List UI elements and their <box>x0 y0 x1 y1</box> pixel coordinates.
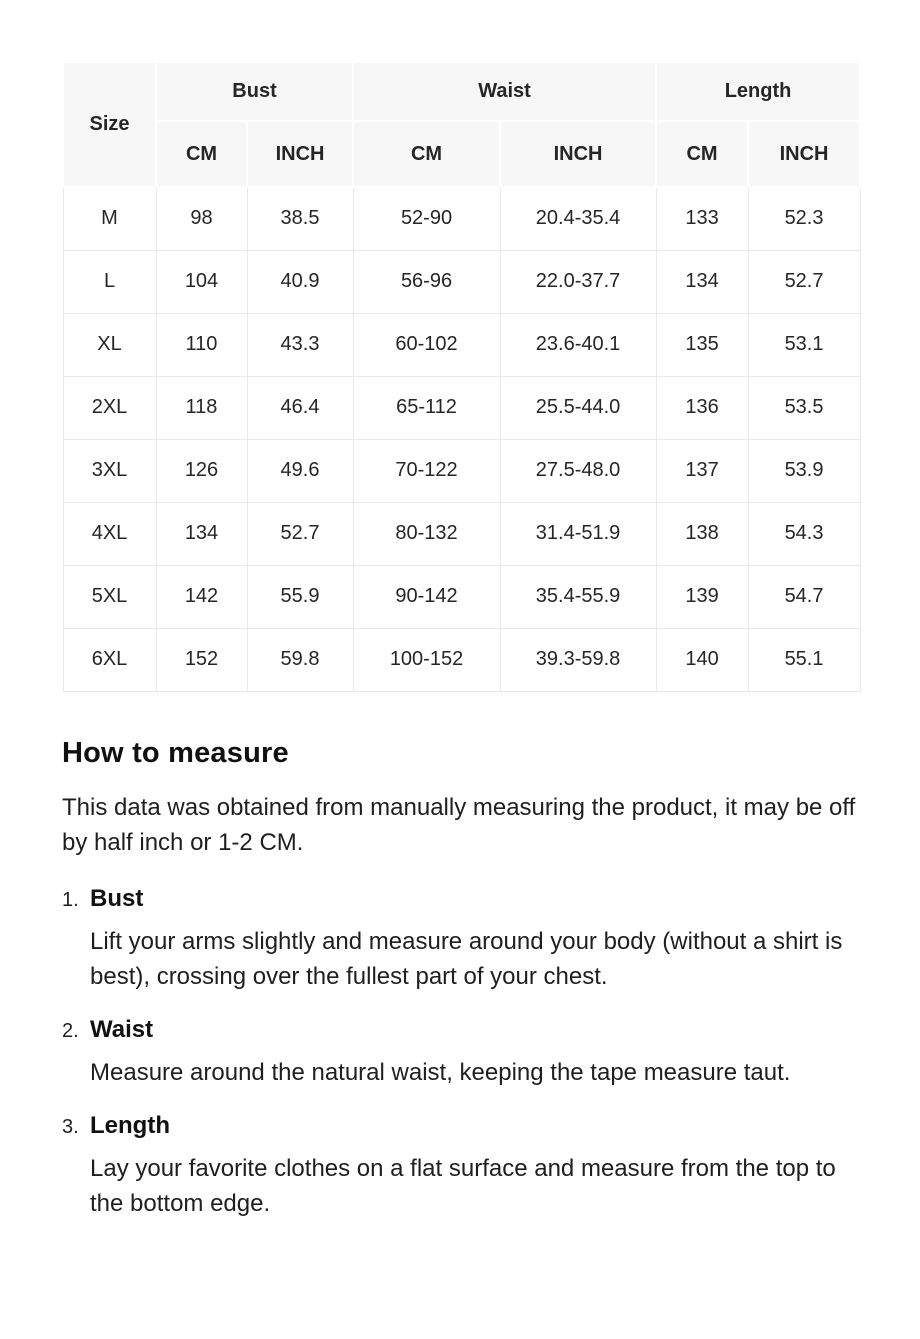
bust-inch-cell: 55.9 <box>247 565 353 628</box>
length-cm-cell: 140 <box>656 628 748 691</box>
waist-inch-cell: 20.4-35.4 <box>500 187 656 250</box>
bust-cm-cell: 126 <box>156 439 247 502</box>
table-row <box>63 376 860 439</box>
waist-inch-cell: 39.3-59.8 <box>500 628 656 691</box>
length-inch-cell: 55.1 <box>748 628 860 691</box>
bust-cm-cell: 152 <box>156 628 247 691</box>
bust-inch-cell: 38.5 <box>247 187 353 250</box>
table-row <box>63 439 860 502</box>
waist-cm-cell: 80-132 <box>353 502 500 565</box>
unit-header-bust-inch: INCH <box>247 121 353 187</box>
waist-cm-cell: 65-112 <box>353 376 500 439</box>
step-description: Lift your arms slightly and measure around your body (without a shirt is best), crossing over the fullest part of your chest. <box>90 927 843 990</box>
bust-cm-cell: 98 <box>156 187 247 250</box>
length-inch-cell: 52.7 <box>748 250 860 313</box>
length-inch-cell: 54.7 <box>748 565 860 628</box>
table-header-unit-row <box>63 121 860 187</box>
waist-inch-cell: 31.4-51.9 <box>500 502 656 565</box>
length-cm-cell: 134 <box>656 250 748 313</box>
waist-cm-cell: 56-96 <box>353 250 500 313</box>
size-cell: M <box>63 187 156 250</box>
table-row <box>63 502 860 565</box>
column-header-length: Length <box>656 62 860 121</box>
table-header-group-row <box>63 62 860 121</box>
size-cell: 2XL <box>63 376 156 439</box>
length-cm-cell: 139 <box>656 565 748 628</box>
step-term-length: Length <box>90 1111 170 1139</box>
unit-header-waist-cm: CM <box>353 121 500 187</box>
bust-inch-cell: 49.6 <box>247 439 353 502</box>
unit-header-bust-cm: CM <box>156 121 247 187</box>
bust-cm-cell: 142 <box>156 565 247 628</box>
column-header-bust: Bust <box>156 62 353 121</box>
bust-inch-cell: 43.3 <box>247 313 353 376</box>
length-cm-cell: 136 <box>656 376 748 439</box>
waist-cm-cell: 100-152 <box>353 628 500 691</box>
table-row <box>63 565 860 628</box>
size-cell: 5XL <box>63 565 156 628</box>
step-description: Lay your favorite clothes on a flat surface and measure from the top to the bottom edge. <box>90 1154 836 1217</box>
step-term-waist: Waist <box>90 1015 154 1043</box>
size-cell: 3XL <box>63 439 156 502</box>
measure-steps-list <box>62 885 862 1221</box>
length-inch-cell: 53.1 <box>748 313 860 376</box>
step-number: 1. <box>62 888 79 911</box>
length-inch-cell: 54.3 <box>748 502 860 565</box>
step-description: Measure around the natural waist, keeping the tape measure taut. <box>90 1058 791 1086</box>
bust-inch-cell: 59.8 <box>247 628 353 691</box>
waist-inch-cell: 25.5-44.0 <box>500 376 656 439</box>
waist-cm-cell: 60-102 <box>353 313 500 376</box>
size-cell: 4XL <box>63 502 156 565</box>
column-header-waist: Waist <box>353 62 656 121</box>
waist-inch-cell: 27.5-48.0 <box>500 439 656 502</box>
table-row <box>63 313 860 376</box>
size-cell: 6XL <box>63 628 156 691</box>
length-cm-cell: 138 <box>656 502 748 565</box>
length-cm-cell: 135 <box>656 313 748 376</box>
waist-inch-cell: 23.6-40.1 <box>500 313 656 376</box>
table-row <box>63 250 860 313</box>
unit-header-length-inch: INCH <box>748 121 860 187</box>
table-row <box>63 628 860 691</box>
waist-inch-cell: 22.0-37.7 <box>500 250 656 313</box>
waist-cm-cell: 90-142 <box>353 565 500 628</box>
length-inch-cell: 53.5 <box>748 376 860 439</box>
how-to-measure-title: How to measure <box>62 736 289 769</box>
table-row <box>63 187 860 250</box>
bust-inch-cell: 40.9 <box>247 250 353 313</box>
column-header-size: Size <box>63 62 156 187</box>
step-number: 3. <box>62 1115 79 1138</box>
bust-inch-cell: 46.4 <box>247 376 353 439</box>
list-item <box>62 1112 862 1221</box>
list-item <box>62 885 862 994</box>
length-inch-cell: 53.9 <box>748 439 860 502</box>
unit-header-waist-inch: INCH <box>500 121 656 187</box>
bust-inch-cell: 52.7 <box>247 502 353 565</box>
waist-cm-cell: 70-122 <box>353 439 500 502</box>
length-cm-cell: 133 <box>656 187 748 250</box>
bust-cm-cell: 118 <box>156 376 247 439</box>
step-number: 2. <box>62 1019 79 1042</box>
bust-cm-cell: 134 <box>156 502 247 565</box>
how-to-measure-intro: This data was obtained from manually measuring the product, it may be off by half inch or 1-2 CM. <box>62 793 856 856</box>
bust-cm-cell: 110 <box>156 313 247 376</box>
waist-inch-cell: 35.4-55.9 <box>500 565 656 628</box>
length-cm-cell: 137 <box>656 439 748 502</box>
bust-cm-cell: 104 <box>156 250 247 313</box>
size-cell: L <box>63 250 156 313</box>
size-cell: XL <box>63 313 156 376</box>
size-chart-table <box>62 61 861 692</box>
unit-header-length-cm: CM <box>656 121 748 187</box>
waist-cm-cell: 52-90 <box>353 187 500 250</box>
length-inch-cell: 52.3 <box>748 187 860 250</box>
step-term-bust: Bust <box>90 884 144 912</box>
list-item <box>62 1016 862 1090</box>
